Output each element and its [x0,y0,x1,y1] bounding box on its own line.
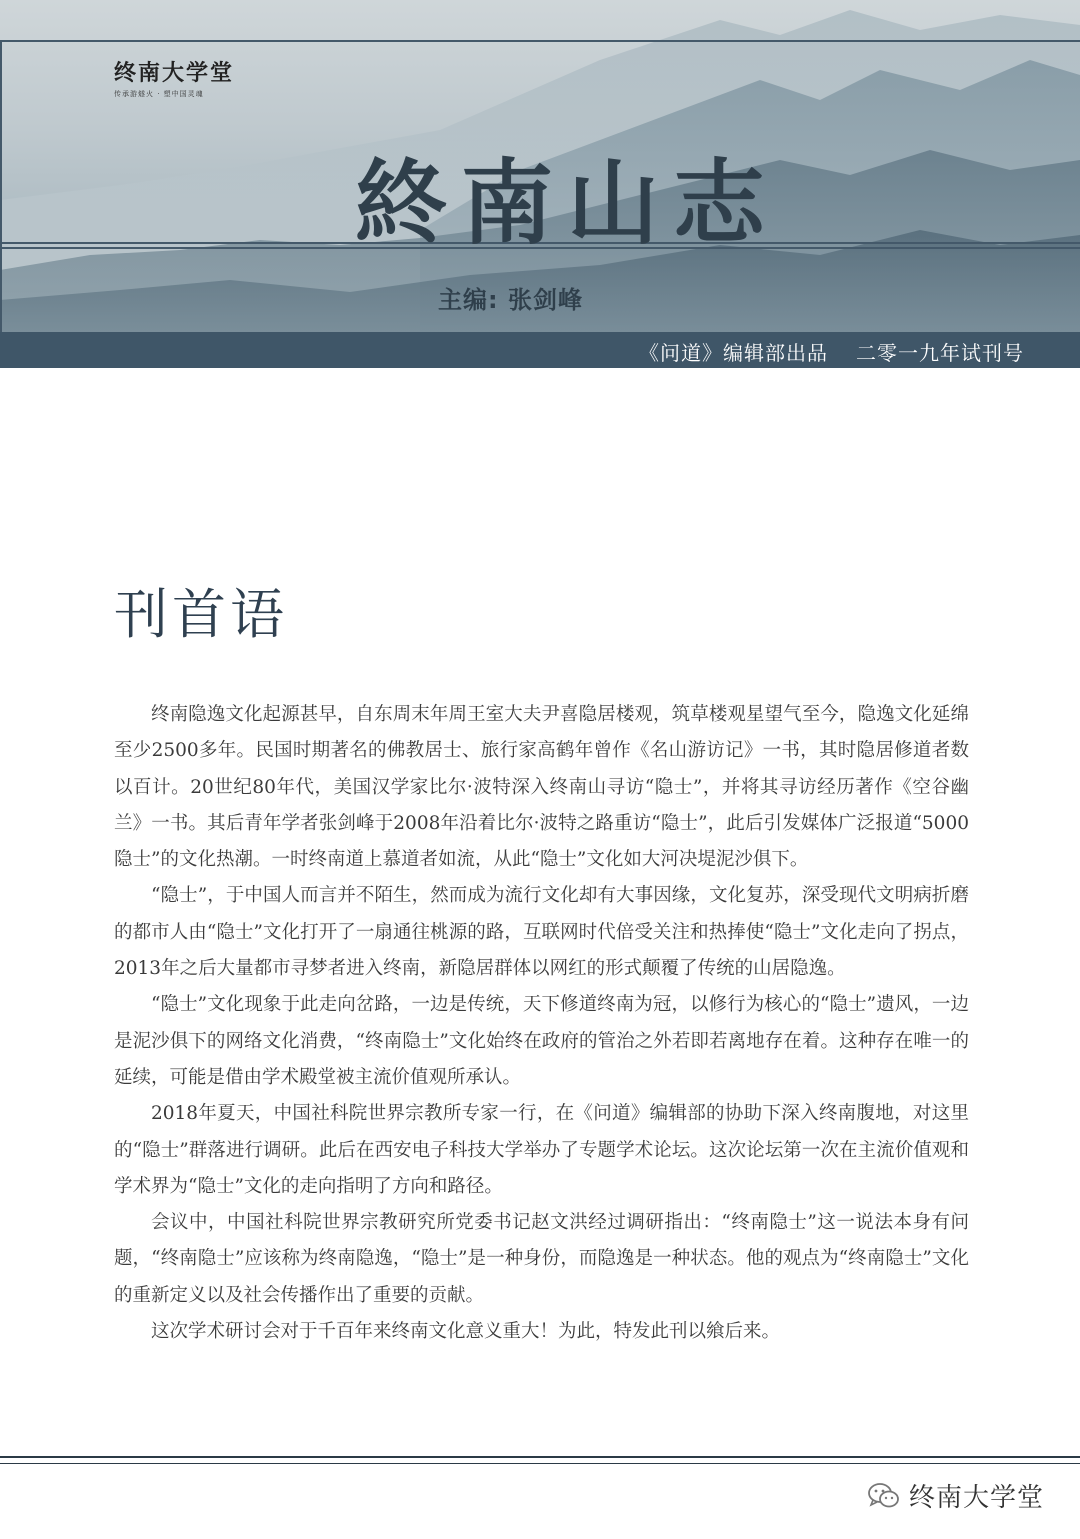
logo [114,56,234,99]
paragraph: 终南隐逸文化起源甚早，自东周末年周王室大夫尹喜隐居楼观，筑草楼观星望气至今，隐逸文化延绵至少2500多年。民国时期著名的佛教居士、旅行家高鹤年曾作《名山游访记》一书，其时隐居修道者数以百计。20世纪80年代，美国汉学家比尔·波特深入终南山寻访“隐士”，并将其寻访经历著作《空谷幽兰》一书。其后青年学者张剑峰于2008年沿着比尔·波特之路重访“隐士”，此后引发媒体广泛报道“5000隐士”的文化热潮。一时终南道上慕道者如流，从此“隐士”文化如大河决堤泥沙俱下。 [114,704,969,871]
wechat-icon [867,1481,901,1511]
logo-subtitle: 传承游燧火 · 塑中国灵魂 [114,90,204,98]
banner-frame-left [0,40,2,340]
paragraph: 2018年夏天，中国社科院世界宗教所专家一行，在《问道》编辑部的协助下深入终南腹地，对这里的“隐士”群落进行调研。此后在西安电子科技大学举办了专题学术论坛。这次论坛第一次在主流价值观和学术界为“隐士”文化的走向指明了方向和路径。 [114,1103,969,1197]
header-banner [0,0,1080,368]
paragraph: “隐士”，于中国人而言并不陌生，然而成为流行文化却有大事因缘，文化复苏，深受现代文明病折磨的都市人由“隐士”文化打开了一扇通往桃源的路，互联网时代倍受关注和热捧使“隐士”文化走向了拐点，2013年之后大量都市寻梦者进入终南，新隐居群体以网红的形式颠覆了传统的山居隐逸。 [114,885,969,980]
publisher-info [639,337,1024,366]
paragraph: “隐士”文化现象于此走向岔路，一边是传统，天下修道终南为冠，以修行为核心的“隐士”遗风，一边是泥沙俱下的网络文化消费，“终南隐士”文化始终在政府的管治之外若即若离地存在着。这种存在唯一的延续，可能是借由学术殿堂被主流价值观所承认。 [114,994,969,1088]
paragraph: 会议中，中国社科院世界宗教研究所党委书记赵文洪经过调研指出：“终南隐士”这一说法本身有问题，“终南隐士”应该称为终南隐逸，“隐士”是一种身份，而隐逸是一种状态。他的观点为“终南隐士”文化的重新定义以及社会传播作出了重要的贡献。 [114,1212,969,1306]
paragraph: 这次学术研讨会对于千百年来终南文化意义重大！为此，特发此刊以飨后来。 [151,1321,781,1343]
footer-brand [867,1477,1044,1514]
footer-divider [0,1456,1080,1464]
banner-frame-top [0,40,1080,42]
article-body [114,697,969,1350]
publisher-bar [0,332,1080,368]
editor-credit: 主编: 张剑峰 [438,286,583,314]
publisher-name: 《问道》编辑部出品 [639,341,828,365]
logo-text: 终南大学堂 [114,60,235,86]
article-heading: 刊首语 [114,583,288,646]
footer-brand-name: 终南大学堂 [908,1483,1044,1513]
page-title: 終南山志 [355,149,780,257]
issue-label: 二零一九年试刊号 [856,341,1024,365]
